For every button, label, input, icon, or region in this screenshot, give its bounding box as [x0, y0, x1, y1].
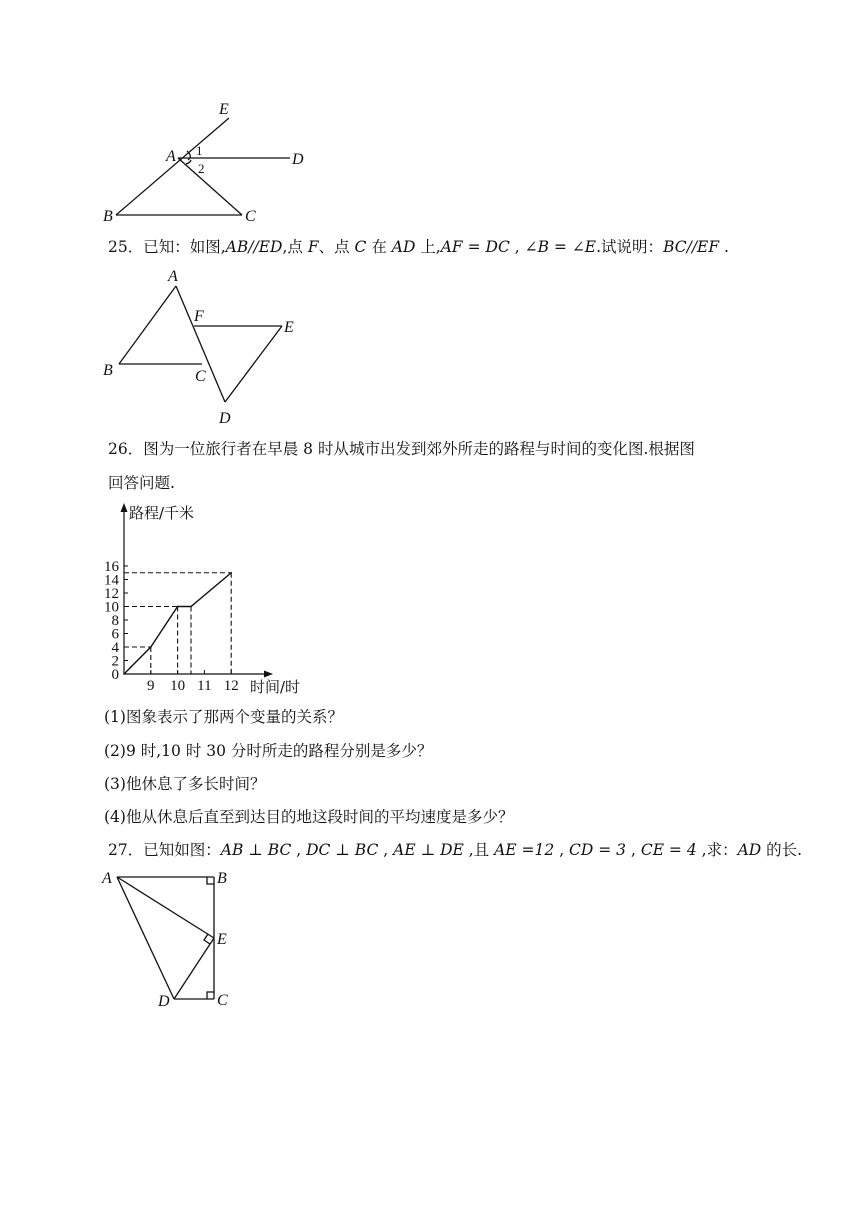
math: CE = 4: [640, 841, 697, 859]
y-axis-label: 路程/千米: [129, 504, 195, 522]
y-tick-label: 12: [104, 586, 119, 602]
math: AB ⊥ BC: [220, 841, 292, 859]
math: F: [307, 238, 319, 256]
text: ,: [509, 238, 525, 256]
text: ,求：: [696, 841, 738, 859]
x-axis-label: 时间/时: [250, 678, 301, 696]
y-tick-label: 0: [111, 667, 119, 683]
text: ,且: [463, 841, 495, 859]
y-tick-label: 8: [111, 613, 119, 629]
math: AE =12: [494, 841, 555, 859]
text: ,: [626, 841, 641, 859]
point-label-A: A: [168, 268, 178, 285]
x-tick-label: 9: [147, 678, 155, 694]
math: AE ⊥ DE: [393, 841, 464, 859]
point-label-B: B: [217, 870, 227, 887]
point-label-B: B: [103, 362, 113, 379]
y-tick-label: 14: [104, 572, 119, 589]
angle-label-1: 1: [196, 143, 203, 158]
question-number: 27．: [108, 841, 144, 859]
x-tick-label: 12: [223, 678, 239, 694]
text: 在: [366, 238, 392, 256]
question-26-sub4: (4)他从休息后直至到达目的地这段时间的平均速度是多少？: [104, 808, 514, 826]
point-label-A: A: [102, 870, 112, 887]
math: AD: [391, 238, 416, 256]
point-label-C: C: [217, 992, 228, 1009]
point-label-C: C: [245, 208, 256, 225]
math: AD: [737, 841, 762, 859]
text: ,: [554, 841, 570, 859]
y-tick-label: 4: [111, 640, 119, 656]
x-tick-label: 11: [197, 678, 212, 694]
math: CD = 3: [569, 841, 627, 859]
text: 已知如图：: [143, 841, 221, 859]
point-label-E: E: [219, 101, 229, 118]
math: ∠B = ∠E: [524, 238, 597, 256]
question-26-sub1: (1)图象表示了那两个变量的关系？: [104, 708, 343, 726]
point-label-D: D: [219, 410, 231, 427]
y-tick-label: 16: [104, 559, 119, 575]
point-label-D: D: [292, 151, 304, 168]
point-label-E: E: [217, 931, 227, 948]
math: DC ⊥ BC: [306, 841, 379, 859]
math: AF = DC: [440, 238, 510, 256]
text: ,: [291, 841, 307, 859]
text: .: [719, 238, 729, 256]
y-tick-label: 10: [104, 599, 119, 616]
text: 上,: [415, 238, 441, 256]
point-label-E: E: [284, 319, 294, 336]
x-tick-label: 10: [170, 678, 186, 694]
point-label-B: B: [103, 208, 113, 225]
question-number: 25．: [108, 238, 144, 256]
y-tick-label: 2: [111, 653, 119, 670]
point-label-F: F: [194, 308, 204, 325]
question-26-line2: 回答问题.: [108, 474, 175, 492]
math: C: [354, 238, 367, 256]
right-angle-mark-C: [207, 992, 214, 999]
text: 的长.: [761, 841, 803, 859]
question-26-sub2: (2)9 时,10 时 30 分时所走的路程分别是多少？: [104, 742, 433, 760]
point-label-D: D: [158, 993, 170, 1010]
math: BC//EF: [663, 238, 720, 256]
right-angle-mark-B: [207, 877, 214, 884]
y-tick-label: 6: [111, 626, 119, 643]
text: 、点: [318, 238, 355, 256]
text: 已知：如图,: [143, 238, 226, 256]
angle-label-2: 2: [198, 161, 205, 176]
text: ,点: [282, 238, 308, 256]
text: ,: [378, 841, 394, 859]
question-26-sub3: (3)他休息了多长时间？: [104, 775, 266, 793]
question-text: 图为一位旅行者在早晨 8 时从城市出发到郊外所走的路程与时间的变化图.根据图: [143, 440, 695, 458]
text: .试说明：: [596, 238, 664, 256]
point-label-C: C: [195, 368, 206, 385]
question-number: 26．: [108, 440, 144, 458]
math: AB//ED: [225, 238, 283, 256]
point-label-A: A: [166, 148, 176, 165]
